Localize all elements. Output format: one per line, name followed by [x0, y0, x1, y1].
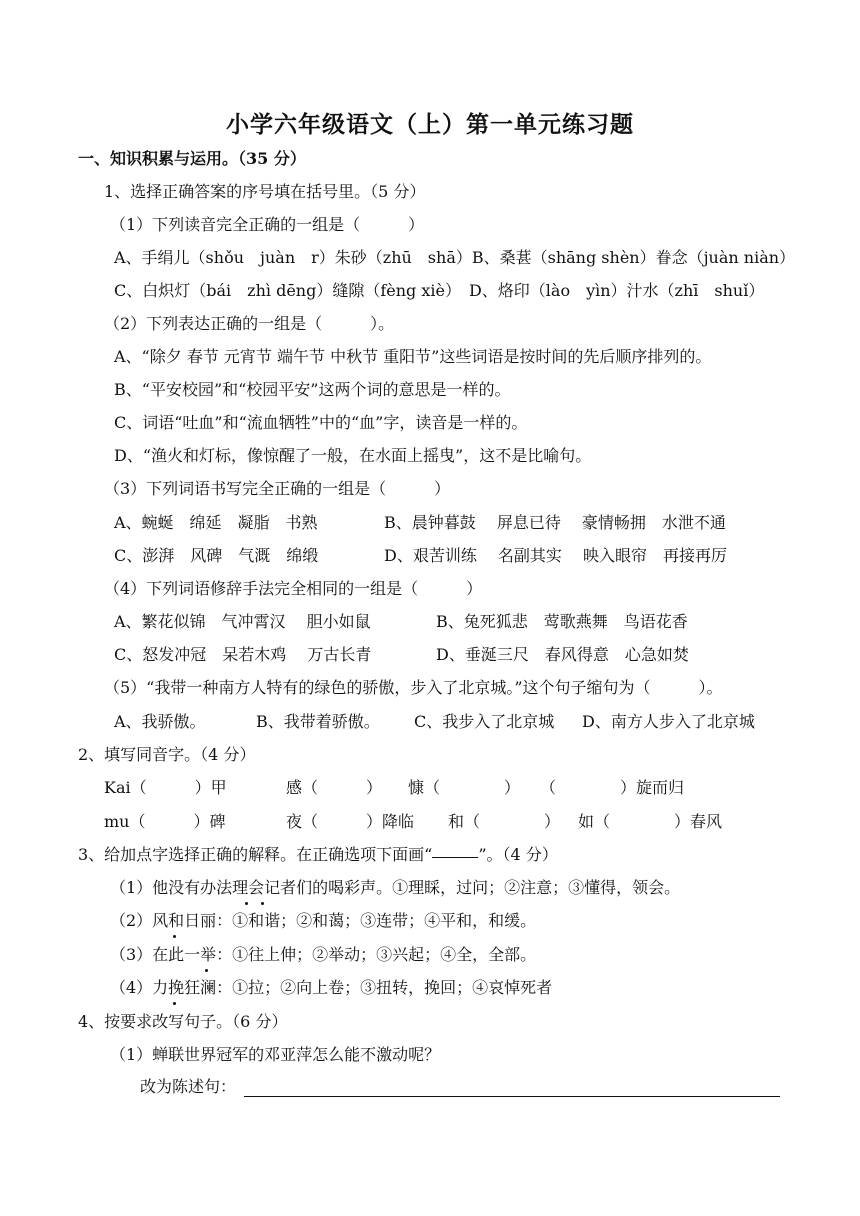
q2-row2-item-c: 和（ ）: [448, 812, 561, 831]
q4-part1-sentence: （1）蝉联世界冠军的邓亚萍怎么能不激动呢？: [110, 1045, 441, 1064]
emphasis-dot: [205, 969, 208, 972]
q1-part3-option-d: D、艰苦训练 名副其实 映入眼帘 再接再厉: [384, 546, 728, 565]
q2-row1-item-a: Kai（ ）甲: [104, 778, 227, 797]
q1-part3-stem: （3）下列词语书写完全正确的一组是（ ）: [104, 479, 451, 498]
q2-row1-item-b: 感（ ）: [286, 778, 383, 797]
q1-part2-option-b: B、“平安校园”和“校园平安”这两个词的意思是一样的。: [114, 380, 511, 399]
q1-part3-option-b: B、晨钟暮鼓 屏息已待 豪情畅拥 水泄不通: [384, 513, 726, 532]
q2-row2-item-d: 如（ ）春风: [578, 812, 723, 831]
q3-item-1: （1）他没有办法理会记者们的喝彩声。①理睬，过问；②注意；③懂得，领会。: [110, 878, 681, 897]
q1-part5-option-a: A、我骄傲。: [114, 712, 206, 731]
answer-line[interactable]: [244, 1096, 780, 1097]
q3-item-3: （3）在此一举：①往上伸；②举动；③兴起；④全，全部。: [110, 945, 537, 964]
question-2-intro: 2、填写同音字。（4 分）: [78, 745, 256, 764]
q1-part5-stem: （5）“我带一种南方人特有的绿色的骄傲，步入了北京城。”这个句子缩句为（ ）。: [104, 678, 723, 697]
q1-part3-option-c: C、澎湃 风碑 气溉 绵缎: [114, 546, 319, 565]
q1-part5-option-d: D、南方人步入了北京城: [582, 712, 755, 731]
emphasis-dot: [261, 902, 264, 905]
section-heading: 一、知识积累与运用。（35 分）: [78, 149, 306, 168]
q1-part5-option-b: B、我带着骄傲。: [256, 712, 380, 731]
q3-intro-text: 3、给加点字选择正确的解释。在正确选项下面画“: [78, 845, 433, 864]
q3-item-4: （4）力挽狂澜：①拉；②向上卷；③扭转，挽回；④哀悼死者: [110, 978, 553, 997]
q2-row1-item-d: （ ）旋而归: [540, 778, 685, 797]
q1-part2-option-c: C、词语“吐血”和“流血牺牲”中的“血”字，读音是一样的。: [114, 413, 528, 432]
page-title: 小学六年级语文（上）第一单元练习题: [226, 111, 634, 138]
q1-part4-option-b: B、兔死狐悲 莺歌燕舞 鸟语花香: [436, 612, 688, 631]
q1-part2-option-d: D、“渔火和灯标，像惊醒了一般，在水面上摇曳”，这不是比喻句。: [114, 446, 592, 465]
q1-part4-stem: （4）下列词语修辞手法完全相同的一组是（ ）: [104, 579, 483, 598]
question-3-intro: [78, 844, 558, 866]
emphasis-dot: [173, 1002, 176, 1005]
q2-row1-item-c: 慷（ ）: [408, 778, 521, 797]
underline-mark: [432, 857, 478, 858]
q1-part3-option-a: A、蜿蜒 绵延 凝脂 书熟: [114, 513, 318, 532]
emphasis-dot: [245, 902, 248, 905]
q1-part5-option-c: C、我步入了北京城: [414, 712, 555, 731]
q1-part1-option-c: C、白炽灯（bái zhì dēng）缝隙（fèng xiè） D、烙印（lào yìn）汁水（zhī shuǐ）: [114, 281, 765, 300]
q2-row2-item-b: 夜（ ）降临: [286, 812, 415, 831]
question-1-intro: 1、选择正确答案的序号填在括号里。（5 分）: [104, 182, 426, 201]
q1-part1-option-a: A、手绢儿（shǒu juàn r）朱砂（zhū shā）B、桑葚（shāng shèn）眷念（juàn niàn）: [114, 248, 796, 267]
q1-part4-option-d: D、垂涎三尺 春风得意 心急如焚: [436, 645, 689, 664]
q1-part4-option-c: C、怒发冲冠 呆若木鸡 万古长青: [114, 645, 372, 664]
q2-row2-item-a: mu（ ）碑: [104, 812, 226, 831]
emphasis-dot: [173, 935, 176, 938]
q4-part1-prompt: 改为陈述句：: [140, 1077, 237, 1096]
question-4-intro: 4、按要求改写句子。（6 分）: [78, 1012, 288, 1031]
q1-part4-option-a: A、繁花似锦 气冲霄汉 胆小如鼠: [114, 612, 371, 631]
q1-part1-stem: （1）下列读音完全正确的一组是（ ）: [110, 215, 425, 234]
q3-item-2: （2）风和日丽：①和谐；②和蔼；③连带；④平和，和缓。: [110, 911, 537, 930]
q1-part2-stem: （2）下列表达正确的一组是（ ）。: [104, 314, 395, 333]
q3-intro-score: ”。（4 分）: [478, 845, 558, 864]
q1-part2-option-a: A、“除夕 春节 元宵节 端午节 中秋节 重阳节”这些词语是按时间的先后顺序排列的。: [114, 347, 712, 366]
